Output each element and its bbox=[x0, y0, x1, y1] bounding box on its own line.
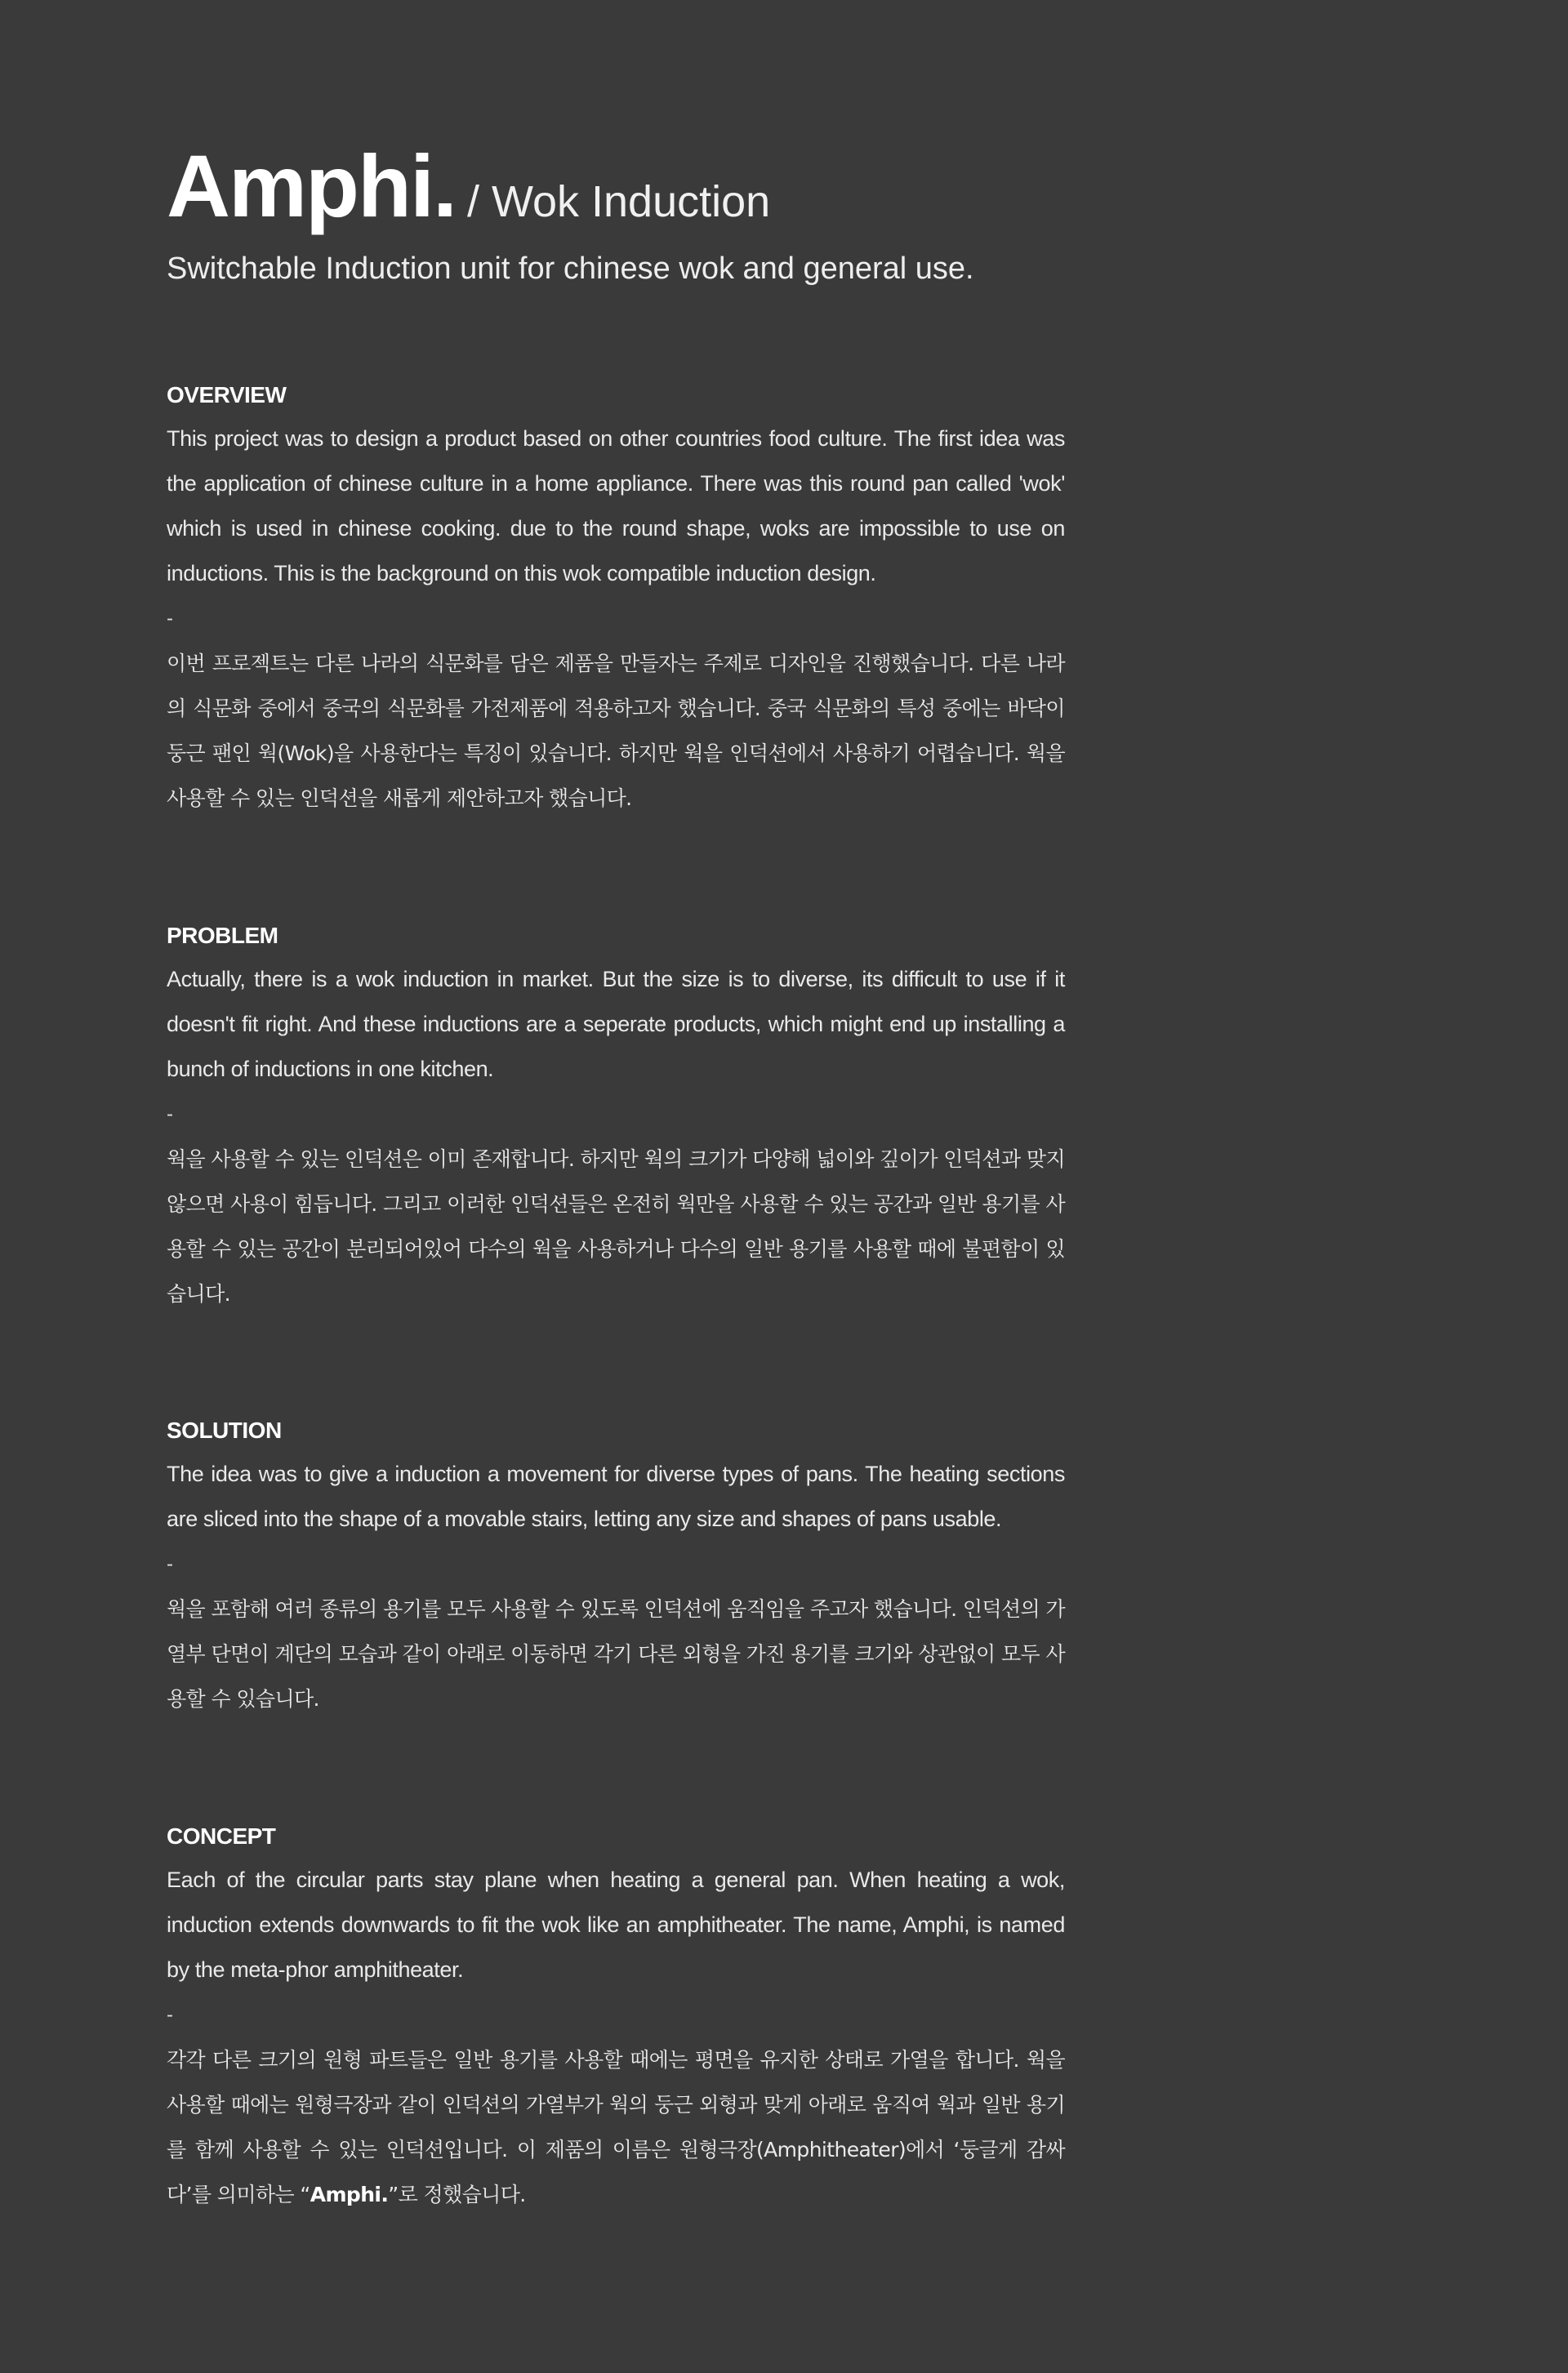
korean-paragraph: 웍을 사용할 수 있는 인덕션은 이미 존재합니다. 하지만 웍의 크기가 다양해 넓이와 깊이가 인덕션과 맞지 않으면 사용이 힘듭니다. 그리고 이러한 인덕션들은 온전히 웍만을 사용할 수 있는 공간과 일반 용기를 사용할 수 있는 공간이 분리되어있어 다수의 웍을 사용하거나 다수의 일반 용기를 사용할 때에 불편함이 있습니다. bbox=[167, 1147, 1065, 1306]
english-paragraph: Actually, there is a wok induction in market. But the size is to diverse, its difficult to use if it doesn't fit right. And these inductions are a seperate products, which might end up installing a bunch of inductions in one kitchen. bbox=[167, 967, 1065, 1081]
english-paragraph: This project was to design a product based on other countries food culture. The first idea was the application of chinese culture in a home appliance. There was this round pan called 'wok' which is used in chinese cooking. due to the round shape, woks are impossible to use on inductions. This is the background on this wok compatible induction design. bbox=[167, 426, 1065, 585]
section-solution bbox=[167, 1409, 1065, 1721]
section-problem bbox=[167, 915, 1065, 1316]
brand-mention: Amphi. bbox=[310, 2183, 389, 2206]
separator: - bbox=[167, 608, 173, 630]
separator: - bbox=[167, 1103, 173, 1125]
english-paragraph: Each of the circular parts stay plane when heating a general pan. When heating a wok, induction extends downwards to fit the wok like an amphitheater. The name, Amphi, is named by the meta-phor amphitheater. bbox=[167, 1868, 1065, 1982]
section-heading: SOLUTION bbox=[167, 1418, 282, 1443]
title-row bbox=[167, 135, 770, 237]
korean-paragraph bbox=[167, 2037, 1065, 2217]
tagline: Switchable Induction unit for chinese wok and general use. bbox=[167, 252, 974, 286]
separator: - bbox=[167, 1553, 173, 1575]
korean-paragraph: 이번 프로젝트는 다른 나라의 식문화를 담은 제품을 만들자는 주제로 디자인을 진행했습니다. 다른 나라의 식문화 중에서 중국의 식문화를 가전제품에 적용하고자 했습니다. 중국 식문화의 특성 중에는 바닥이 둥근 팬인 웍(Wok)을 사용한다는 특징이 있습니다. 하지만 웍을 인덕션에서 사용하기 어렵습니다. 웍을 사용할 수 있는 인덕션을 새롭게 제안하고자 했습니다. bbox=[167, 652, 1065, 810]
section-concept bbox=[167, 1815, 1065, 2217]
brand-title: Amphi. bbox=[167, 136, 456, 235]
product-subtitle: / Wok Induction bbox=[466, 177, 771, 226]
korean-tail: ”로 정했습니다. bbox=[388, 2183, 526, 2206]
separator: - bbox=[167, 2004, 173, 2026]
section-heading: PROBLEM bbox=[167, 923, 278, 948]
section-overview bbox=[167, 374, 1065, 821]
section-heading: CONCEPT bbox=[167, 1823, 276, 1849]
korean-paragraph: 웍을 포함해 여러 종류의 용기를 모두 사용할 수 있도록 인덕션에 움직임을 주고자 했습니다. 인덕션의 가열부 단면이 계단의 모습과 같이 아래로 이동하면 각기 다른 외형을 가진 용기를 크기와 상관없이 모두 사용할 수 있습니다. bbox=[167, 1597, 1065, 1711]
section-heading: OVERVIEW bbox=[167, 382, 287, 407]
korean-text: 각각 다른 크기의 원형 파트들은 일반 용기를 사용할 때에는 평면을 유지한 상태로 가열을 합니다. 웍을 사용할 때에는 원형극장과 같이 인덕션의 가열부가 웍의 둥근 외형과 맞게 아래로 움직여 웍과 일반 용기를 함께 사용할 수 있는 인덕션입니다. 이 제품의 이름은 원형극장(Amphitheater)에서 ‘둥글게 감싸다’를 의미하는 bbox=[167, 2048, 1065, 2206]
quote-open: “ bbox=[300, 2183, 310, 2206]
english-paragraph: The idea was to give a induction a movement for diverse types of pans. The heating sections are sliced into the shape of a movable stairs, letting any size and shapes of pans usable. bbox=[167, 1462, 1065, 1531]
